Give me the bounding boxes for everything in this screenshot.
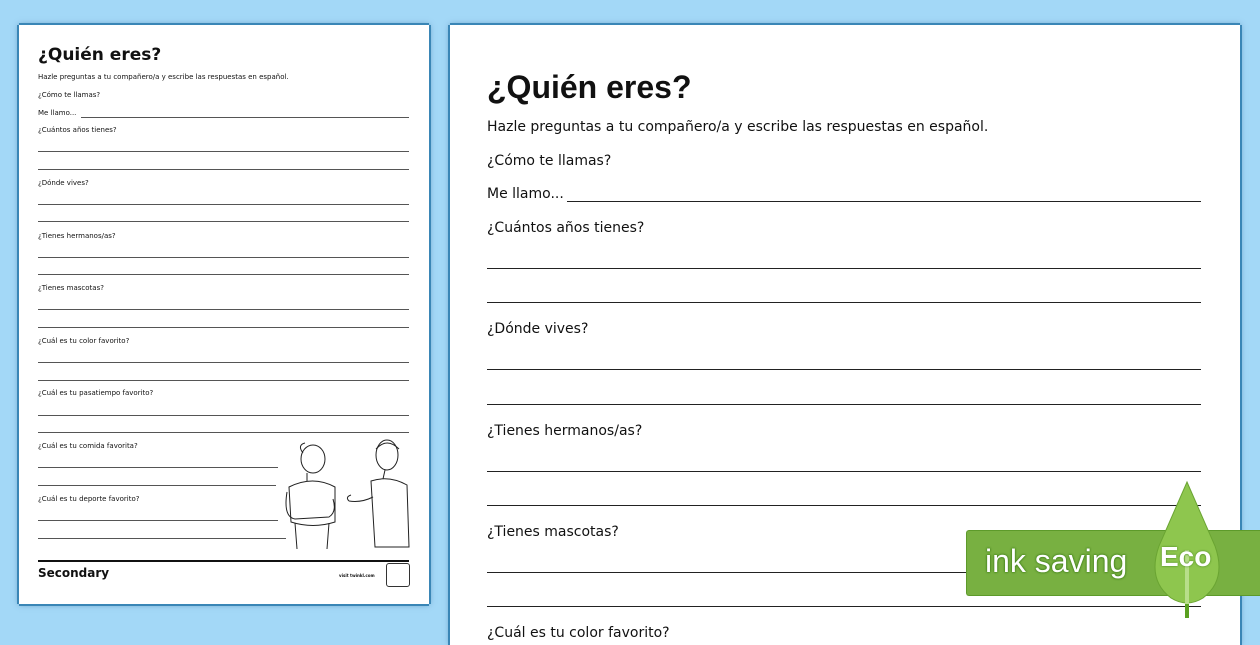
answer-line: [38, 204, 409, 205]
answer-line: [38, 380, 409, 381]
worksheet-title: ¿Quién eres?: [38, 45, 162, 65]
answer-line: [38, 415, 409, 416]
answer-line: [38, 327, 409, 328]
answer-line: [38, 362, 409, 363]
question-6: ¿Cuál es tu color favorito?: [487, 625, 670, 641]
question-2: ¿Cuántos años tienes?: [487, 220, 645, 236]
answer-line: [38, 169, 409, 170]
question-4: ¿Tienes hermanos/as?: [38, 232, 116, 240]
answer-line: [38, 538, 286, 539]
answer-line: [487, 471, 1201, 472]
question-3: ¿Dónde vives?: [487, 321, 589, 337]
footer-url: visit twinkl.com: [339, 573, 375, 578]
answer-prompt: Me llamo...: [487, 186, 564, 202]
answer-line: [38, 520, 278, 521]
twinkl-badge-icon: [386, 563, 410, 587]
question-8: ¿Cuál es tu comida favorita?: [38, 442, 138, 450]
two-people-illustration: [277, 437, 413, 551]
worksheet-thumbnail[interactable]: [19, 25, 429, 604]
answer-line: [487, 302, 1201, 303]
answer-line: [487, 369, 1201, 370]
answer-line: [38, 485, 276, 486]
answer-line: [38, 432, 409, 433]
footer-divider: [38, 560, 409, 562]
footer-level-label: Secondary: [38, 566, 110, 580]
answer-line: [38, 274, 409, 275]
question-5: ¿Tienes mascotas?: [38, 284, 104, 292]
answer-prompt: Me llamo...: [38, 109, 77, 117]
eco-leaf-icon: [1147, 480, 1227, 620]
question-4: ¿Tienes hermanos/as?: [487, 423, 643, 439]
answer-line: [38, 467, 278, 468]
answer-line: [81, 117, 409, 118]
question-6: ¿Cuál es tu color favorito?: [38, 337, 130, 345]
worksheet-instructions: Hazle preguntas a tu compañero/a y escribe las respuestas en español.: [487, 119, 989, 135]
ink-saving-label: ink saving: [985, 543, 1128, 579]
answer-line: [38, 151, 409, 152]
worksheet-title: ¿Quién eres?: [487, 69, 692, 105]
question-5: ¿Tienes mascotas?: [487, 524, 619, 540]
worksheet-instructions: Hazle preguntas a tu compañero/a y escribe las respuestas en español.: [38, 73, 289, 81]
eco-label: Eco: [1160, 541, 1212, 572]
question-2: ¿Cuántos años tienes?: [38, 126, 117, 134]
question-3: ¿Dónde vives?: [38, 179, 89, 187]
answer-line: [38, 309, 409, 310]
answer-line: [38, 257, 409, 258]
answer-line: [487, 606, 1201, 607]
question-7: ¿Cuál es tu pasatiempo favorito?: [38, 389, 154, 397]
question-1: ¿Cómo te llamas?: [38, 91, 101, 99]
answer-line: [38, 221, 409, 222]
answer-line: [487, 268, 1201, 269]
answer-line: [567, 201, 1201, 202]
answer-line: [487, 505, 1201, 506]
question-9: ¿Cuál es tu deporte favorito?: [38, 495, 140, 503]
answer-line: [487, 404, 1201, 405]
question-1: ¿Cómo te llamas?: [487, 153, 612, 169]
